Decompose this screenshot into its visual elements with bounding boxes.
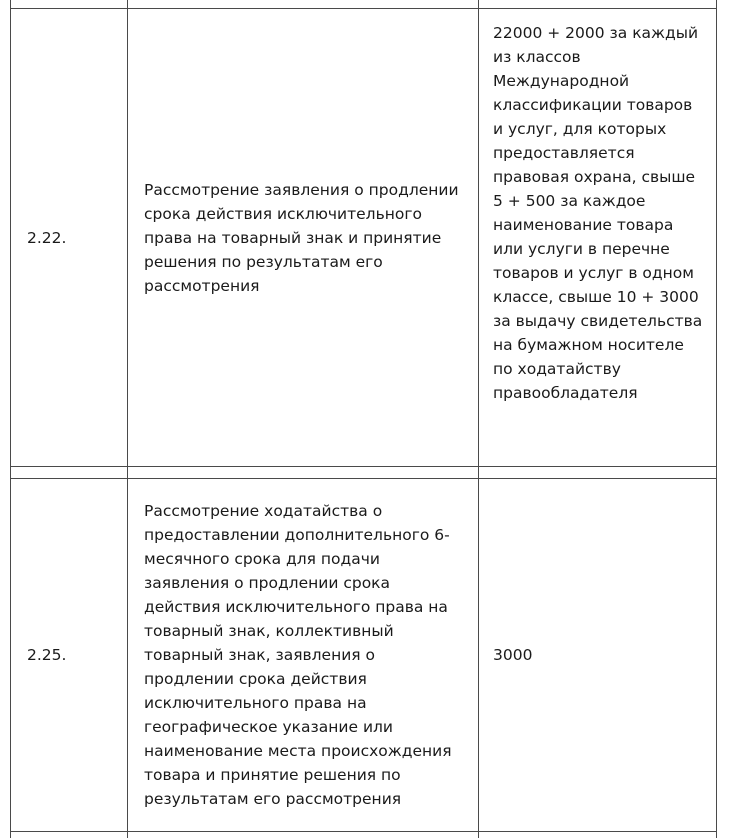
table-cell-empty	[11, 0, 128, 9]
table-row-spacer	[11, 467, 717, 479]
table-cell-empty	[479, 467, 717, 479]
table-row	[11, 479, 717, 832]
table-row	[11, 9, 717, 467]
row-number: 2.25.	[11, 479, 128, 832]
row-fee: 3000	[479, 479, 717, 832]
table-bottom-edge	[11, 832, 717, 838]
table-cell-empty	[11, 832, 128, 838]
table-cell-empty	[128, 467, 479, 479]
table-cell-empty	[479, 0, 717, 9]
table-cell-empty	[11, 467, 128, 479]
table-cell-empty	[128, 832, 479, 838]
table-cell-empty	[128, 0, 479, 9]
table-top-edge	[11, 0, 717, 9]
row-fee: 22000 + 2000 за каждый из классов Международной классификации товаров и услуг, для которых предоставляется правовая охрана, свыше 5 + 500 за каждое наименование товара или услуги в перечне товаров и услуг в одном классе, свыше 10 + 3000 за выдачу свидетельства на бумажном носителе по ходатайству правообладателя	[479, 9, 717, 467]
row-description: Рассмотрение ходатайства о предоставлении дополнительного 6-месячного срока для подачи заявления о продлении срока действия исключительного права на товарный знак, коллективный товарный знак, заявления о продлении срока действия исключительного права на географическое указание или наименование места происхождения товара и принятие решения по результатам его рассмотрения	[128, 479, 479, 832]
row-description: Рассмотрение заявления о продлении срока действия исключительного права на товарный знак и принятие решения по результатам его рассмотрения	[128, 9, 479, 467]
table-cell-empty	[479, 832, 717, 838]
fee-table	[10, 0, 717, 838]
row-number: 2.22.	[11, 9, 128, 467]
